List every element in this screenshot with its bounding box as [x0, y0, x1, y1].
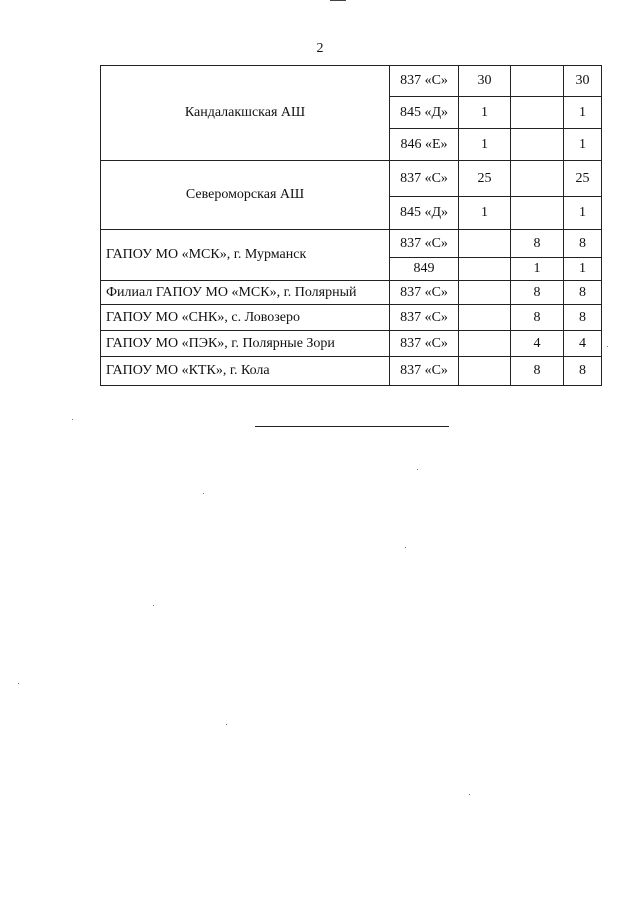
code-cell: 837 «С» — [390, 357, 459, 386]
value-cell — [511, 129, 564, 161]
scan-speck — [226, 724, 227, 725]
code-cell: 846 «Е» — [390, 129, 459, 161]
total-cell: 30 — [564, 66, 602, 97]
total-cell: 8 — [564, 230, 602, 258]
table-row — [101, 230, 602, 258]
code-cell: 837 «С» — [390, 305, 459, 331]
value-cell — [459, 281, 511, 305]
value-cell — [511, 161, 564, 197]
value-cell — [459, 230, 511, 258]
value-cell: 1 — [459, 97, 511, 129]
value-cell: 8 — [511, 305, 564, 331]
top-edge-mark — [330, 0, 346, 1]
scan-speck — [203, 493, 204, 494]
total-cell: 1 — [564, 197, 602, 230]
total-cell: 4 — [564, 331, 602, 357]
code-cell: 845 «Д» — [390, 97, 459, 129]
value-cell — [459, 305, 511, 331]
value-cell: 8 — [511, 357, 564, 386]
value-cell: 1 — [459, 197, 511, 230]
table-row — [101, 305, 602, 331]
total-cell: 25 — [564, 161, 602, 197]
total-cell: 8 — [564, 281, 602, 305]
org-cell: Кандалакшская АШ — [101, 66, 390, 161]
code-cell: 837 «С» — [390, 331, 459, 357]
value-cell — [459, 331, 511, 357]
total-cell: 1 — [564, 97, 602, 129]
value-cell: 1 — [511, 258, 564, 281]
scan-speck — [607, 346, 608, 347]
org-cell: Североморская АШ — [101, 161, 390, 230]
org-cell: ГАПОУ МО «МСК», г. Мурманск — [101, 230, 390, 281]
code-cell: 849 — [390, 258, 459, 281]
value-cell — [459, 357, 511, 386]
code-cell: 837 «С» — [390, 66, 459, 97]
value-cell — [511, 97, 564, 129]
value-cell: 8 — [511, 281, 564, 305]
scan-speck — [417, 469, 418, 470]
scan-speck — [18, 683, 19, 684]
table-row — [101, 66, 602, 97]
total-cell: 1 — [564, 258, 602, 281]
code-cell: 837 «С» — [390, 161, 459, 197]
value-cell: 25 — [459, 161, 511, 197]
value-cell — [511, 197, 564, 230]
value-cell: 1 — [459, 129, 511, 161]
scan-speck — [469, 794, 470, 795]
table-row — [101, 331, 602, 357]
value-cell: 4 — [511, 331, 564, 357]
org-cell: ГАПОУ МО «СНК», с. Ловозеро — [101, 305, 390, 331]
total-cell: 1 — [564, 129, 602, 161]
org-cell: ГАПОУ МО «ПЭК», г. Полярные Зори — [101, 331, 390, 357]
code-cell: 845 «Д» — [390, 197, 459, 230]
closing-divider — [255, 426, 449, 427]
allocation-table — [100, 65, 602, 386]
page-number: 2 — [316, 41, 324, 56]
code-cell: 837 «С» — [390, 230, 459, 258]
org-cell: Филиал ГАПОУ МО «МСК», г. Полярный — [101, 281, 390, 305]
table-row — [101, 357, 602, 386]
value-cell: 30 — [459, 66, 511, 97]
scan-speck — [72, 419, 73, 420]
org-cell: ГАПОУ МО «КТК», г. Кола — [101, 357, 390, 386]
total-cell: 8 — [564, 305, 602, 331]
scan-speck — [153, 605, 154, 606]
scan-speck — [405, 547, 406, 548]
value-cell — [511, 66, 564, 97]
code-cell: 837 «С» — [390, 281, 459, 305]
table-row — [101, 161, 602, 197]
table-row — [101, 281, 602, 305]
value-cell — [459, 258, 511, 281]
total-cell: 8 — [564, 357, 602, 386]
value-cell: 8 — [511, 230, 564, 258]
